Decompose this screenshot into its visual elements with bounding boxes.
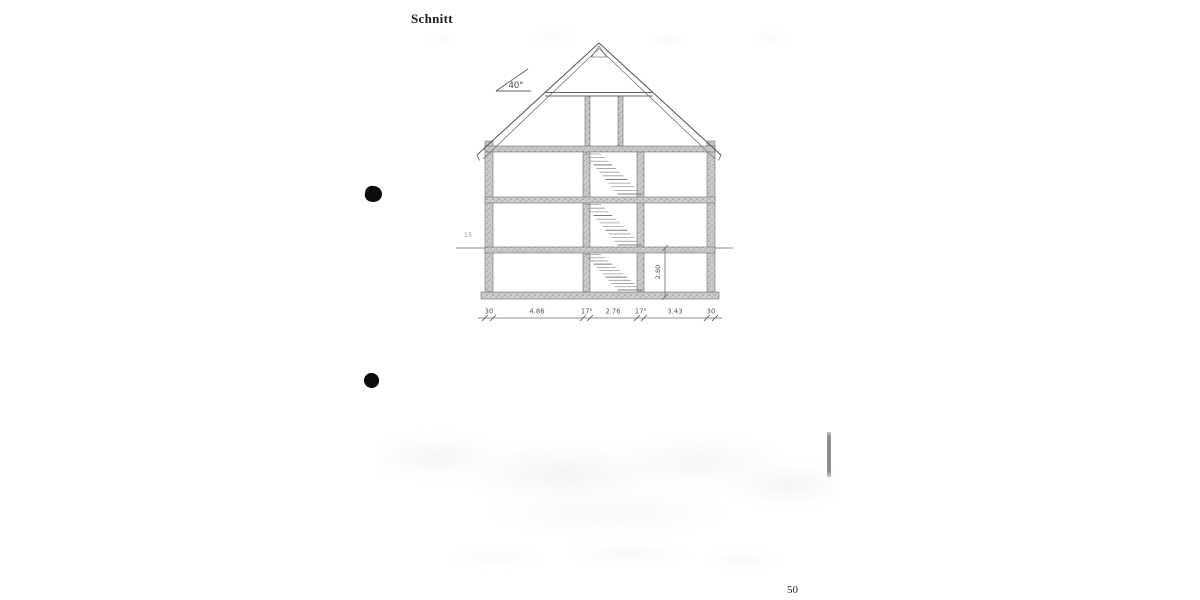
dim-label-5: 3.43 (667, 307, 683, 316)
dim-label-6: 30 (706, 307, 716, 316)
roof-angle-annotation (496, 69, 531, 91)
dim-label-3: 2.76 (605, 307, 621, 316)
dim-label-2: 17⁵ (580, 307, 593, 316)
page-title: Schnitt (411, 11, 453, 26)
page-number: 50 (787, 584, 798, 596)
dim-label-0: 30 (484, 307, 494, 316)
ground-level-label: 15 (463, 231, 473, 239)
dim-label-4: 17⁵ (634, 307, 647, 316)
roof-lines (477, 43, 721, 161)
roof-angle-label: 40° (508, 81, 524, 91)
horizontal-dimension-chain (478, 308, 722, 322)
scan-artifact-bar (827, 432, 831, 477)
vertical-dimension-label: 2.80 (654, 264, 662, 280)
stair-treads (585, 154, 643, 290)
punch-hole (364, 373, 379, 388)
dim-label-1: 4.86 (529, 307, 545, 316)
